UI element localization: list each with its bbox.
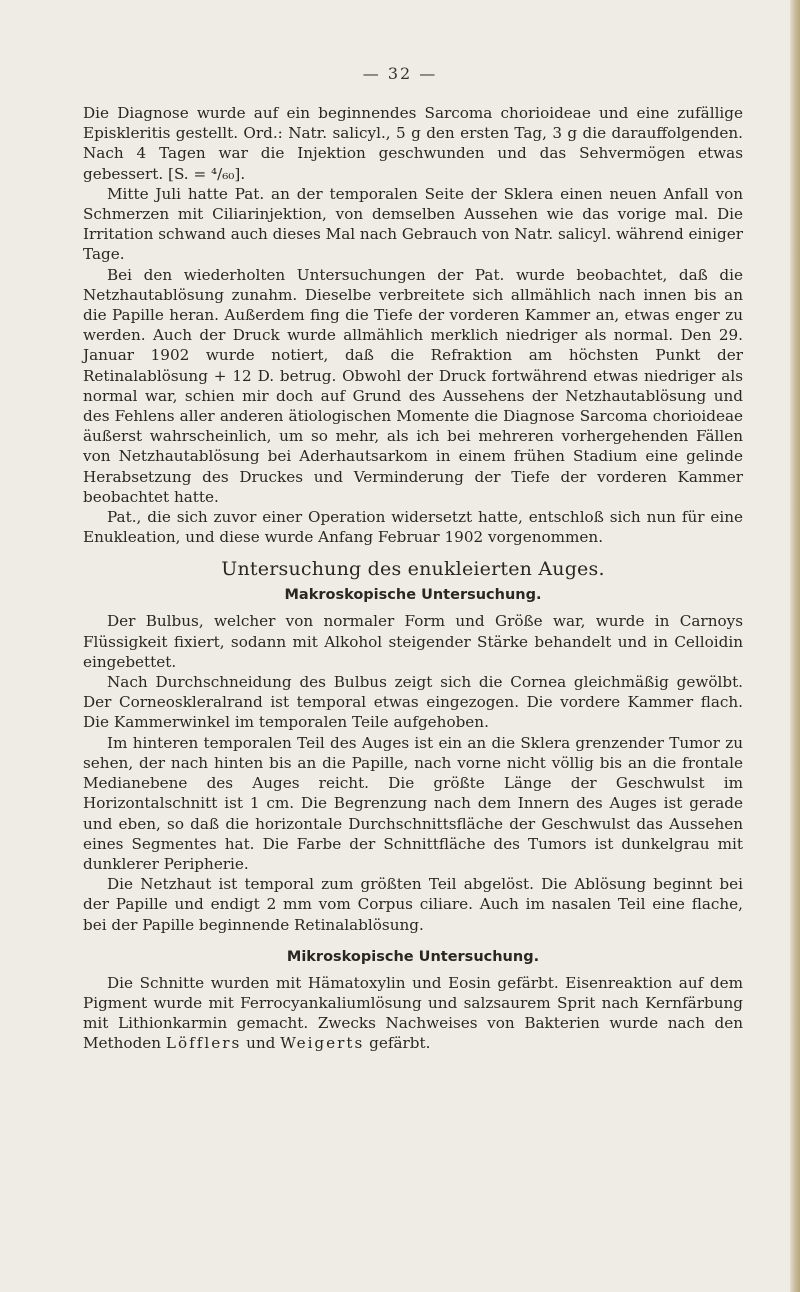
subheading-macroscopic: Makroskopische Untersuchung.: [284, 587, 542, 604]
subheading-microscopic: Mikroskopische Untersuchung.: [286, 948, 540, 965]
section-heading: Untersuchung des enukleierten Auges.: [221, 558, 605, 581]
staining-end: gefärbt.: [369, 1034, 431, 1053]
paragraph-cornea: Nach Durchschneidung des Bulbus zeigt sich die Cornea gleichmäßig gewölbt. Der Corneoskleralrand ist temporal etwas eingezogen. Die vordere Kammer flach. Die Kammerwinkel im temporalen Teile aufgehoben.: [83, 673, 743, 732]
paragraph-staining: [83, 973, 743, 1054]
page-number: — 32 —: [362, 64, 438, 83]
paragraph-examinations: Bei den wiederholten Untersuchungen der Pat. wurde beobachtet, daß die Netzhautablösung zunahm. Dieselbe verbreitete sich allmählich nach innen bis an die Papille heran. Außerdem fing die Tiefe der vorderen Kammer an, etwas enger zu werden. Auch der Druck wurde allmählich merklich niedriger als normal. Den 29. Januar 1902 wurde notiert, daß die Refraktion am höchsten Punkt der Retinalablösung + 12 D. betrug. Obwohl der Druck fortwährend etwas niedriger als normal war, schien mir doch auf Grund des Aussehens der Netzhautablösung und des Fehlens aller anderen ätiologischen Momente die Diagnose Sarcoma chorioideae äußerst wahrscheinlich, um so mehr, als ich bei mehreren vorhergehenden Fällen von Netzhautablösung bei Aderhautsarkom in einem frühen Stadium eine gelinde Herabsetzung des Druckes und Verminderung der Tiefe der vorderen Kammer beobachtet hatte.: [83, 265, 743, 506]
paragraph-retina: Die Netzhaut ist temporal zum größten Teil abgelöst. Die Ablösung beginnt bei der Papille und endigt 2 mm vom Corpus ciliare. Auch im nasalen Teil eine flache, bei der Papille beginnende Retinalablösung.: [83, 875, 743, 934]
author-name-loeffler: Löfflers: [165, 1034, 242, 1053]
paragraph-diagnosis: Die Diagnose wurde auf ein beginnendes Sarcoma chorioideae und eine zufällige Episkleritis gestellt. Ord.: Natr. salicyl., 5 g den ersten Tag, 3 g die darauffolgenden. Nach 4 Tagen war die Injektion geschwunden und das Sehvermögen etwas gebessert. [S. = ⁴/₆₀].: [83, 104, 743, 183]
conjunction-und: und: [246, 1034, 276, 1053]
paragraph-july-attack: Mitte Juli hatte Pat. an der temporalen Seite der Sklera einen neuen Anfall von Schmerzen mit Ciliarinjektion, von demselben Aussehen wie das vorige mal. Die Irritation schwand auch dieses Mal nach Gebrauch von Natr. salicyl. während einiger Tage.: [83, 184, 743, 264]
paragraph-tumor: Im hinteren temporalen Teil des Auges ist ein an die Sklera grenzender Tumor zu sehen, der nach hinten bis an die Papille, nach vorne nicht völlig bis an die frontale Medianebene des Auges reicht. Die größte Länge der Geschwulst im Horizontalschnitt ist 1 cm. Die Begrenzung nach dem Innern des Auges ist gerade und eben, so daß die horizontale Durchschnittsfläche der Geschwulst das Aussehen eines Segmentes hat. Die Farbe der Schnittfläche des Tumors ist dunkelgrau mit dunklerer Peripherie.: [83, 733, 743, 873]
paragraph-bulbus: Der Bulbus, welcher von normaler Form und Größe war, wurde in Carnoys Flüssigkeit fixiert, sodann mit Alkohol steigender Stärke behandelt und in Celloidin eingebettet.: [83, 612, 743, 671]
paragraph-enucleation: Pat., die sich zuvor einer Operation widersetzt hatte, entschloß sich nun für eine Enukleation, und diese wurde Anfang Februar 1902 vorgenommen.: [83, 508, 743, 547]
author-name-weigert: Weigerts: [280, 1034, 365, 1053]
page-edge-shadow: [790, 0, 800, 1292]
staining-text: Die Schnitte wurden mit Hämatoxylin und Eosin gefärbt. Eisenreaktion auf dem Pigment wurde mit Ferrocyankaliumlösung und salzsaurem Sprit nach Kernfärbung mit Lithionkarmin gemacht. Zwecks Nachweises von Bakterien wurde nach den Methoden: [83, 973, 743, 1053]
document-body: [83, 103, 743, 1054]
